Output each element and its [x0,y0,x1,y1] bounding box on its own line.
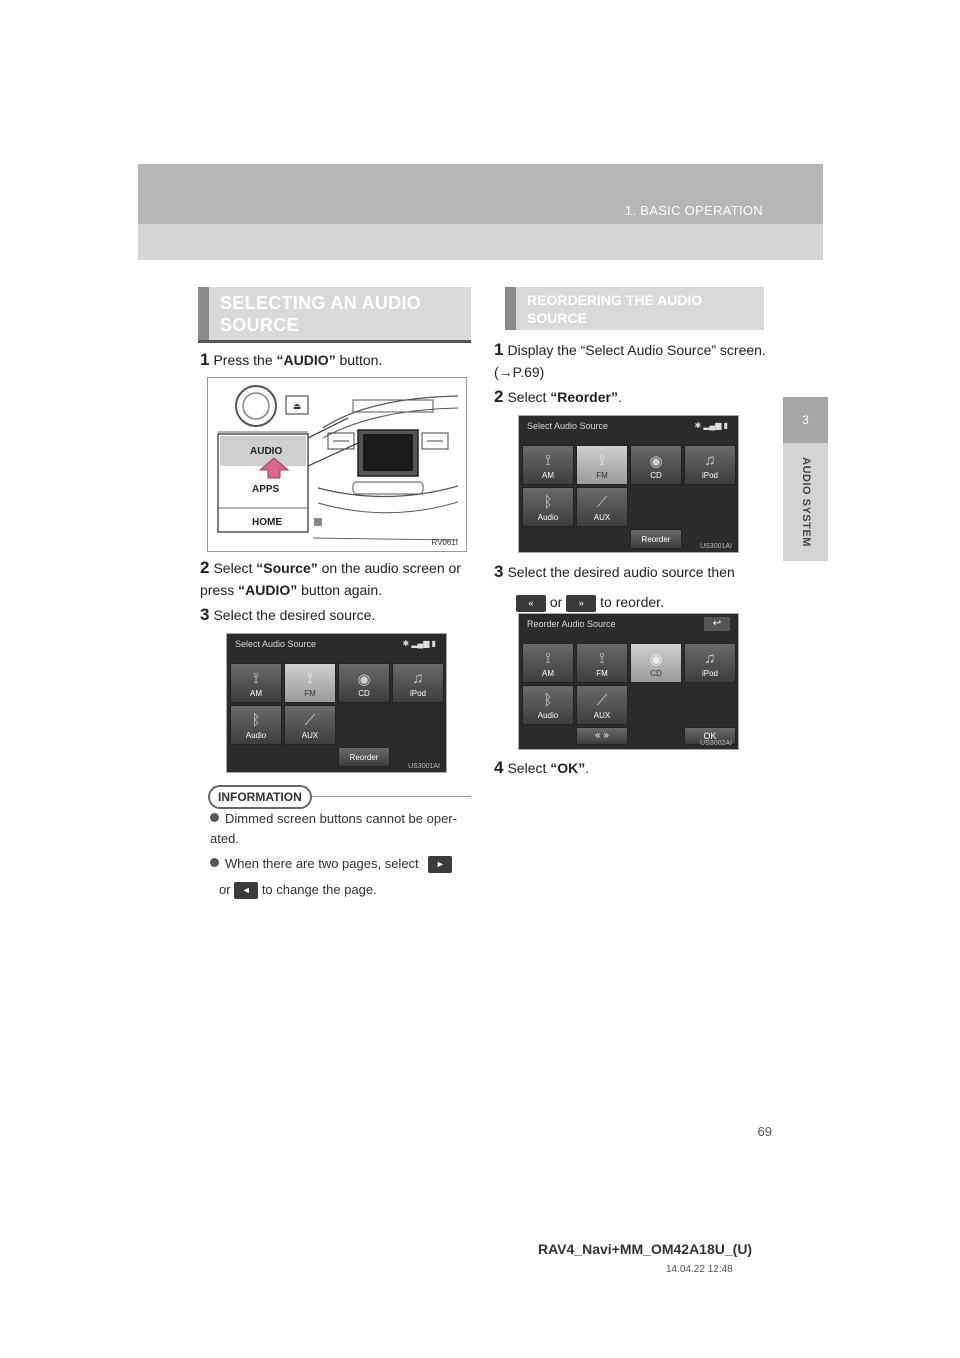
music-note-icon: ♫ [412,670,424,687]
source-am-button[interactable]: ⟟ AM [230,663,282,703]
bullet-icon [210,813,219,822]
source-fm-button[interactable]: ⟟ FM [284,663,336,703]
source-cd-button[interactable]: ◉ CD [630,643,682,683]
source-aux-button[interactable]: ⟋ AUX [576,487,628,527]
antenna-icon: ⟟ [545,650,551,667]
figure-code: RV061I [431,538,458,547]
section-heading-text: SELECTING AN AUDIO SOURCE [220,293,422,335]
chapter-title: 1. BASIC OPERATION [624,203,763,218]
cable-icon: ⟋ [596,692,608,709]
step-3-select-desired: 3 Select the desired source. [200,605,376,624]
source-ipod-button[interactable]: ♫ iPod [684,643,736,683]
svg-text:⏏: ⏏ [292,402,302,412]
apps-key-label: APPS [252,484,280,495]
back-icon[interactable]: ↩ [704,617,730,631]
antenna-icon: ⟟ [545,452,551,469]
reorder-button[interactable]: Reorder [338,747,390,767]
step-1-display-screen: 1 Display the “Select Audio Source” screen. (→P.69) [494,340,766,380]
chapter-tab-label: AUDIO SYSTEM [799,457,812,547]
step-2-select-source: 2 Select “Source” on the audio screen or press “AUDIO” button again. [200,558,461,598]
source-cd-button[interactable]: ◉ CD [630,445,682,485]
info-bullet-2: When there are two pages, select ► or ◄ to change the page. [210,851,472,903]
manual-code: RAV4_Navi+MM_OM42A18U_(U) [538,1241,753,1257]
reorder-button[interactable]: Reorder [630,529,682,549]
source-aux-button[interactable]: ⟋ AUX [576,685,628,725]
figure-code: US3002AI [700,740,732,747]
bluetooth-icon: ᛒ [251,712,261,729]
source-bt-audio-button[interactable]: ᛒ Audio [522,685,574,725]
audio-key-label: AUDIO [250,446,283,457]
step-3-reorder-arrows: 3 Select the desired audio source then « or » to reorder. [494,562,735,610]
antenna-icon: ⟟ [253,670,259,687]
source-bt-audio-button[interactable]: ᛒ Audio [522,487,574,527]
print-timestamp: 14.04.22 12:48 [666,1264,733,1275]
move-up-icon: « [516,595,546,612]
step-2-select-reorder: 2 Select “Reorder”. [494,387,622,406]
antenna-icon: ⟟ [599,650,605,667]
section-heading-select-source [198,287,471,343]
chapter-tab [783,443,828,561]
move-arrows-button[interactable]: « » [576,727,628,745]
info-bullet-1: Dimmed screen buttons cannot be oper-ated. [210,811,457,846]
cable-icon: ⟋ [304,712,316,729]
chapter-tab-number: 3 [783,397,828,443]
source-cd-button[interactable]: ◉ CD [338,663,390,703]
status-icons: ✱ ▂▄▆ ▮ [402,639,436,648]
source-am-button[interactable]: ⟟ AM [522,445,574,485]
reorder-audio-source-screen [518,613,739,750]
disc-icon: ◉ [649,651,663,668]
source-bt-audio-button[interactable]: ᛒ Audio [230,705,282,745]
screen-title: Reorder Audio Source [527,619,616,629]
ok-button[interactable]: OK [684,727,736,745]
select-audio-source-screen [226,633,447,773]
source-ipod-button[interactable]: ♫ iPod [392,663,444,703]
page-number: 69 [757,1124,772,1139]
status-icons: ✱ ▂▄▆ ▮ [694,421,728,430]
home-key-label: HOME [252,517,282,528]
source-fm-button[interactable]: ⟟ FM [576,445,628,485]
bluetooth-icon: ᛒ [543,692,553,709]
disc-icon: ◉ [357,671,371,688]
select-audio-source-screen-2 [518,415,739,553]
bullet-icon [210,858,219,867]
previous-page-icon: ◄ [234,882,258,899]
source-aux-button[interactable]: ⟋ AUX [284,705,336,745]
source-ipod-button[interactable]: ♫ iPod [684,445,736,485]
screen-title: Select Audio Source [527,421,609,431]
move-down-icon: » [566,595,596,612]
cable-icon: ⟋ [596,494,608,511]
bluetooth-icon: ᛒ [543,494,553,511]
figure-code: US3001AI [700,543,732,550]
dashboard-drawing [208,378,466,551]
source-am-button[interactable]: ⟟ AM [522,643,574,683]
antenna-icon: ⟟ [307,670,313,687]
music-note-icon: ♫ [704,650,716,667]
next-page-icon: ► [428,856,452,873]
screen-title: Select Audio Source [235,639,317,649]
dashboard-illustration [207,377,467,552]
step-1-press-audio: 1 Press the “AUDIO” button. [200,350,383,369]
information-badge: INFORMATION [208,785,312,809]
antenna-icon: ⟟ [599,452,605,469]
header-subbar [138,224,823,260]
disc-icon: ◉ [649,453,663,470]
section-heading-text: REORDERING THE AUDIO SOURCE [527,292,703,326]
music-note-icon: ♫ [704,452,716,469]
figure-code: US3001AI [408,763,440,770]
step-4-select-ok: 4 Select “OK”. [494,758,590,777]
section-heading-reorder [505,287,764,330]
source-fm-button[interactable]: ⟟ FM [576,643,628,683]
